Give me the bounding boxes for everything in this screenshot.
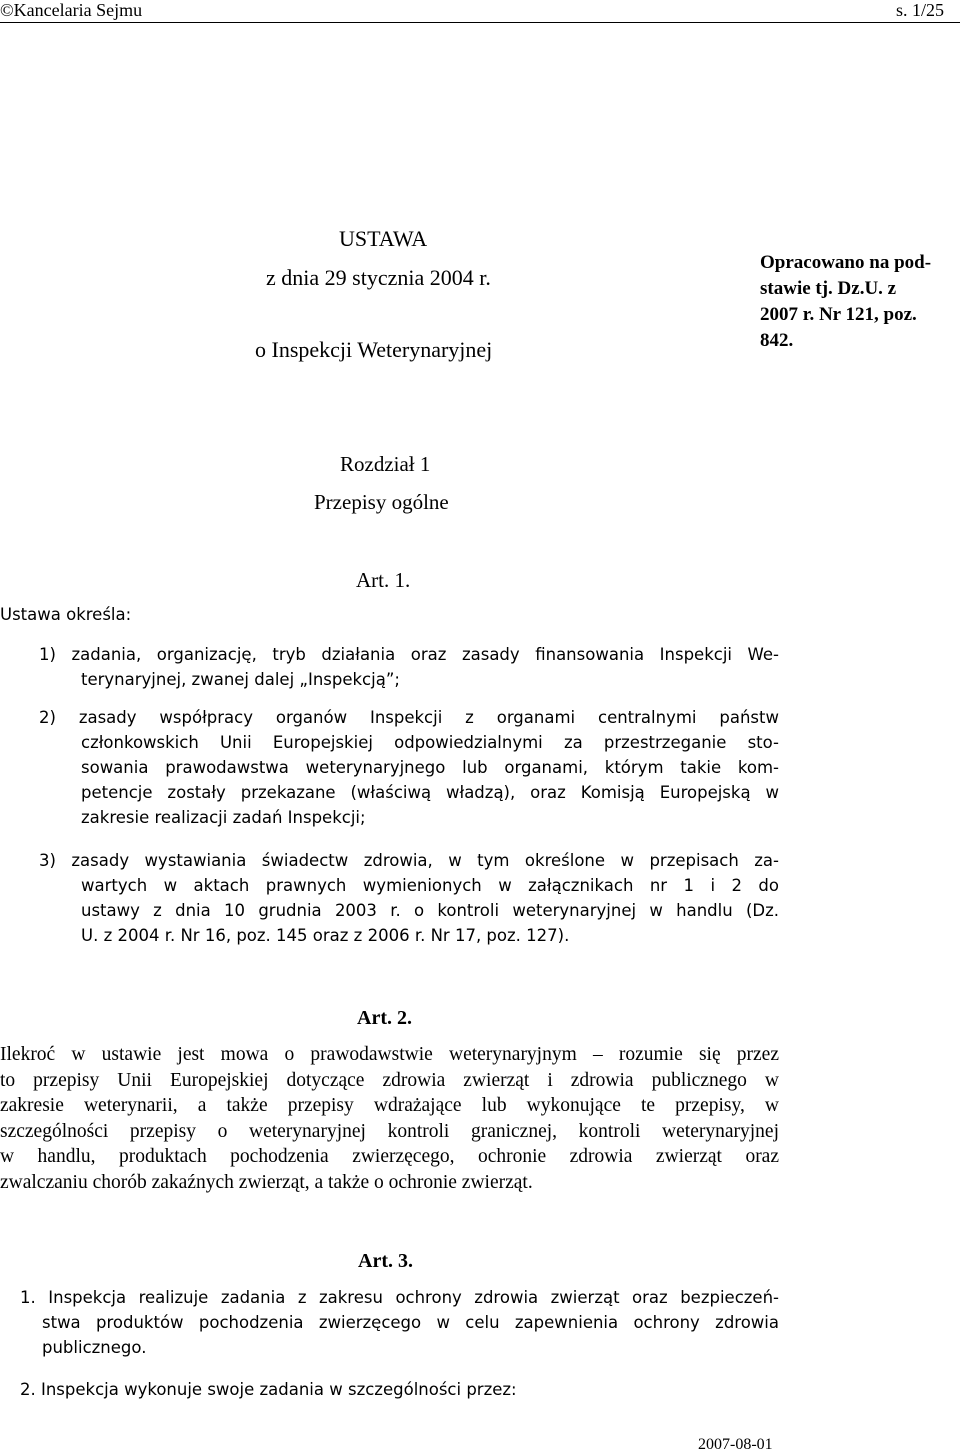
- art3-item-1: [20, 1285, 779, 1360]
- art1-item-line: ustawy z dnia 10 grudnia 2003 r. o kontroli weterynaryjnej w handlu (Dz.: [81, 901, 779, 920]
- art1-item-2: [39, 705, 779, 830]
- act-title: o Inspekcji Weterynaryjnej: [255, 337, 493, 362]
- side-note-line: 842.: [760, 330, 794, 351]
- art1-item-line: 1) zadania, organizację, tryb działania oraz zasady finansowania Inspekcji We-: [39, 645, 779, 664]
- art1-intro: Ustawa określa:: [0, 605, 132, 624]
- art1-item-line: zakresie realizacji zadań Inspekcji;: [81, 808, 366, 827]
- art1-item-line: U. z 2004 r. Nr 16, poz. 145 oraz z 2006 r. Nr 17, poz. 127).: [81, 926, 570, 945]
- art2-line: szczególności przepisy o weterynaryjnej kontroli granicznej, kontroli weterynaryjnej: [0, 1120, 779, 1142]
- art2-line: w handlu, produktach pochodzenia zwierzęcego, ochronie zdrowia zwierząt oraz: [0, 1146, 779, 1167]
- art2-heading: Art. 2.: [357, 1007, 412, 1029]
- header-divider: [0, 22, 960, 23]
- header-page-number: s. 1/25: [896, 0, 945, 20]
- art1-item-line: sowania prawodawstwa weterynaryjnego lub organami, którym takie kom-: [81, 758, 779, 777]
- side-note-line: 2007 r. Nr 121, poz.: [760, 304, 917, 325]
- art1-heading: Art. 1.: [356, 568, 411, 592]
- side-note: [760, 250, 960, 354]
- side-note-line: stawie tj. Dz.U. z: [760, 278, 897, 299]
- act-date: z dnia 29 stycznia 2004 r.: [266, 265, 491, 290]
- header-source: ©Kancelaria Sejmu: [0, 0, 143, 20]
- art3-item-line: 1. Inspekcja realizuje zadania z zakresu ochrony zdrowia zwierząt oraz bezpieczeń-: [20, 1288, 779, 1307]
- art1-item-line: terynaryjnej, zwanej dalej „Inspekcją”;: [81, 670, 400, 689]
- art1-item-line: wartych w aktach prawnych wymienionych w załącznikach nr 1 i 2 do: [81, 876, 779, 895]
- art2-line: Ilekroć w ustawie jest mowa o prawodawstwie weterynaryjnym – rozumie się przez: [0, 1044, 779, 1065]
- art1-item-line: członkowskich Unii Europejskiej odpowiedzialnymi za przestrzeganie sto-: [81, 733, 779, 752]
- chapter-name: Przepisy ogólne: [314, 490, 449, 514]
- art2-line: to przepisy Unii Europejskiej dotyczące zdrowia zwierząt i zdrowia publicznego w: [0, 1069, 779, 1091]
- art2-line: zakresie weterynarii, a także przepisy wdrażające lub wykonujące te przepisy, w: [0, 1095, 779, 1116]
- chapter-number: Rozdział 1: [340, 452, 431, 476]
- art1-item-line: 3) zasady wystawiania świadectw zdrowia, w tym określone w przepisach za-: [39, 851, 779, 870]
- art2-paragraph: [0, 1042, 779, 1195]
- art3-item-line: stwa produktów pochodzenia zwierzęcego w celu zapewnienia ochrony zdrowia: [42, 1313, 779, 1332]
- art1-item-3: [39, 848, 779, 948]
- art1-item-line: petencje zostały przekazane (właściwą władzą), oraz Komisją Europejską w: [81, 783, 779, 802]
- art1-item-line: 2) zasady współpracy organów Inspekcji z organami centralnymi państw: [39, 708, 779, 727]
- art3-heading: Art. 3.: [358, 1250, 413, 1272]
- art3-item-2: [20, 1377, 779, 1402]
- art2-line: zwalczaniu chorób zakaźnych zwierząt, a także o ochronie zwierząt.: [0, 1171, 533, 1193]
- side-note-line: Opracowano na pod-: [760, 252, 932, 273]
- act-type: USTAWA: [339, 226, 428, 251]
- footer-date: 2007-08-01: [698, 1436, 773, 1453]
- art1-item-1: [39, 642, 779, 692]
- art3-item-line: publicznego.: [42, 1338, 147, 1357]
- art3-item-line: 2. Inspekcja wykonuje swoje zadania w szczególności przez:: [20, 1380, 517, 1399]
